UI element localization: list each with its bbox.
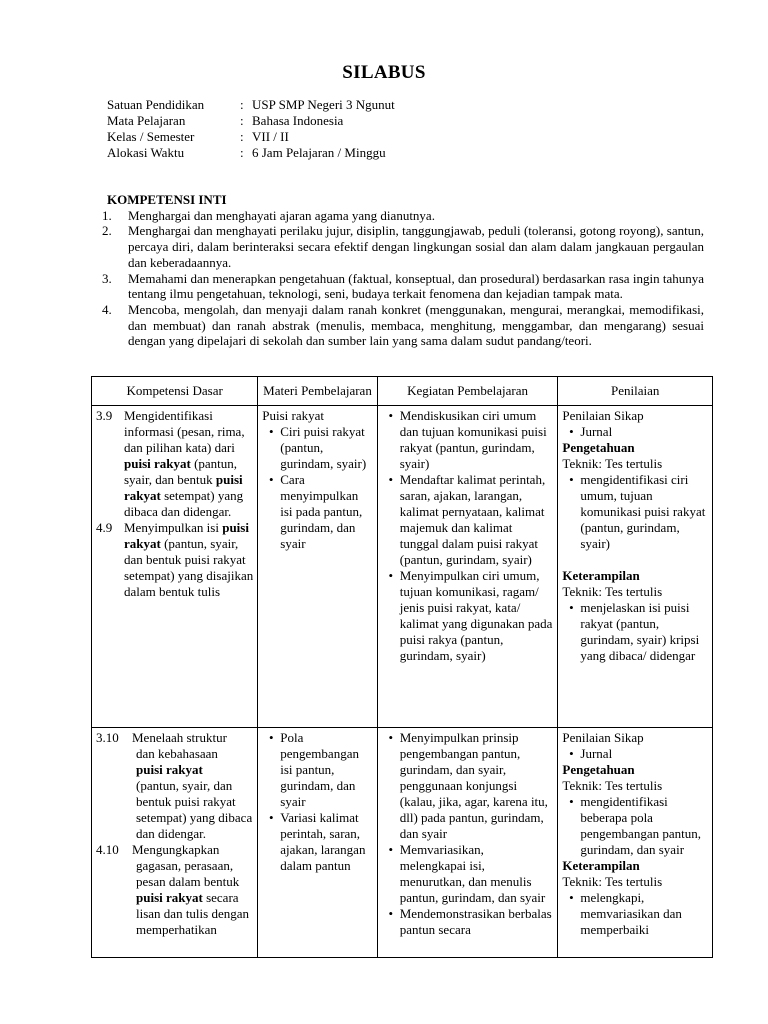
bullet-icon: •	[268, 472, 274, 487]
kd-number: 4.10	[96, 842, 119, 857]
bullet-icon: •	[569, 472, 574, 487]
bullet-icon: •	[569, 890, 574, 905]
kd-bold-term: puisi rakyat	[136, 890, 203, 905]
keterampilan-label	[562, 858, 708, 874]
kd-bold-term: puisi rakyat	[124, 456, 191, 471]
table-header-row	[92, 377, 713, 406]
column-header: Kompetensi Dasar	[92, 377, 258, 406]
pengetahuan-label	[562, 440, 708, 456]
kegiatan-cell	[377, 406, 558, 728]
list-text: Menghargai dan menghayati perilaku jujur, disiplin, tanggungjawab, peduli (toleransi, gotong royong), santun, percaya diri, dalam berinteraksi secara efektif dengan lingkungan sosial dan alam dalam jangkauan pergaulan dan keberadaannya.	[128, 223, 704, 270]
list-number: 4.	[102, 301, 112, 317]
meta-separator: :	[240, 113, 244, 128]
list-item	[562, 472, 708, 552]
list-item	[562, 600, 708, 664]
list-text: Mencoba, mengolah, dan menyaji dalam ranah konkret (menggunakan, mengurai, merangkai, memodifikasi, dan membuat) dan ranah abstrak (menulis, membaca, menghitung, menggambar, dan mengarang) sesuai dengan yang dipelajari di sekolah dan sumber lain yang sama dalam sudut pandang/teori.	[128, 301, 704, 349]
list-item	[92, 302, 704, 349]
kd-bold-term: puisi rakyat	[124, 520, 249, 551]
list-text: Mendemonstrasikan berbalas pantun secara	[399, 906, 552, 937]
metadata-block	[107, 97, 395, 161]
list-text: Menghargai dan menghayati ajaran agama yang dianutnya.	[128, 207, 435, 223]
meta-separator: :	[240, 129, 244, 144]
kd-text-part: (pantun, syair, dan bentuk puisi rakyat setempat) yang disajikan dalam bentuk tulis	[124, 536, 254, 599]
kd-text	[124, 408, 253, 520]
list-item	[382, 472, 554, 568]
kd-text	[96, 858, 253, 938]
kegiatan-cell	[377, 728, 558, 958]
teknik-label: Teknik: Tes tertulis	[562, 874, 663, 889]
list-item	[382, 842, 554, 906]
list-text: mengidentifikasi ciri umum, tujuan komunikasi puisi rakyat (pantun, gurindam, syair)	[580, 472, 706, 551]
list-item	[262, 424, 372, 472]
kd-text: Menelaah struktur	[132, 730, 227, 745]
kd-number: 4.9	[96, 520, 113, 535]
keterampilan-heading: Keterampilan	[562, 568, 640, 583]
bullet-icon: •	[569, 746, 574, 761]
bullet-icon: •	[268, 810, 274, 825]
list-text: Mendiskusikan ciri umum dan tujuan komunikasi puisi rakyat (pantun, gurindam, syair)	[399, 408, 547, 471]
list-item	[92, 271, 704, 302]
list-number: 1.	[102, 207, 112, 223]
meta-row	[107, 97, 395, 113]
list-item	[562, 794, 708, 858]
kompetensi-dasar-cell	[92, 728, 258, 958]
bullet-icon: •	[388, 842, 394, 857]
bullet-icon: •	[388, 730, 394, 745]
spacer	[562, 552, 708, 568]
penilaian-cell	[558, 406, 713, 728]
list-item	[562, 424, 708, 440]
kd-text	[124, 520, 253, 600]
section-heading: KOMPETENSI INTI	[107, 192, 227, 207]
meta-label: Mata Pelajaran	[107, 113, 186, 128]
penilaian-sikap-label: Penilaian Sikap	[562, 730, 644, 745]
kompetensi-inti-section	[92, 192, 704, 349]
list-text: Menyimpulkan ciri umum, tujuan komunikasi, ragam/ jenis puisi rakyat, kata/ kalimat yang digunakan pada puisi rakya (pantun, gurindam, syair)	[399, 568, 553, 663]
list-text: melengkapi, memvariasikan dan memperbaiki	[580, 890, 682, 937]
meta-row	[107, 145, 395, 161]
kd-text: dan kebahasaan	[136, 746, 218, 761]
kd-text	[96, 762, 253, 778]
kd-text-part: gagasan, perasaan, pesan dalam bentuk	[136, 858, 240, 889]
list-item	[382, 730, 554, 842]
list-text: Menyimpulkan prinsip pengembangan pantun, gurindam, dan syair, penggunaan konjungsi (kalau, jika, agar, karena itu, dll) pada pantun, gurindam, dan syair	[399, 730, 548, 841]
bullet-icon: •	[388, 906, 394, 921]
meta-label: Alokasi Waktu	[107, 145, 185, 160]
teknik-label: Teknik: Tes tertulis	[562, 456, 663, 471]
kd-item	[96, 520, 253, 600]
list-item	[382, 568, 554, 664]
penilaian-sikap-label: Penilaian Sikap	[562, 408, 644, 423]
meta-separator: :	[240, 97, 244, 112]
pengetahuan-heading: Pengetahuan	[562, 440, 635, 455]
kd-item	[96, 408, 253, 520]
kd-item	[96, 730, 253, 746]
page-title: SILABUS	[342, 62, 426, 83]
list-item	[382, 906, 554, 938]
list-text: Jurnal	[580, 746, 613, 761]
kd-text: Mengungkapkan	[132, 842, 220, 857]
list-text: Pola pengembangan isi pantun, gurindam, dan syair	[280, 730, 359, 809]
meta-row	[107, 129, 395, 145]
list-item	[262, 730, 372, 810]
kd-text-part: (pantun, syair, dan bentuk	[124, 456, 238, 487]
meta-label: Satuan Pendidikan	[107, 97, 205, 112]
kd-number: 3.9	[96, 408, 113, 423]
list-text: Ciri puisi rakyat (pantun, gurindam, syair)	[280, 424, 367, 471]
bullet-icon: •	[388, 472, 394, 487]
table-row	[92, 406, 713, 728]
bullet-icon: •	[569, 424, 574, 439]
pengetahuan-heading: Pengetahuan	[562, 762, 635, 777]
kd-bold-term: puisi rakyat	[124, 472, 243, 503]
column-header: Penilaian	[558, 377, 713, 406]
bullet-icon: •	[268, 730, 274, 745]
keterampilan-label	[562, 568, 708, 584]
list-text: Variasi kalimat perintah, saran, ajakan, larangan dalam pantun	[280, 810, 366, 873]
bullet-icon: •	[388, 568, 394, 583]
teknik-label: Teknik: Tes tertulis	[562, 778, 663, 793]
list-number: 2.	[102, 223, 112, 239]
kompetensi-dasar-cell	[92, 406, 258, 728]
materi-title: Puisi rakyat	[262, 408, 325, 423]
list-text: Memvariasikan, melengkapai isi, menurutkan, dan menulis pantun, gurindam, dan syair	[399, 842, 546, 905]
list-item	[562, 746, 708, 762]
list-text: Cara menyimpulkan isi pada pantun, gurindam, dan syair	[280, 472, 363, 551]
kd-bold-term: puisi rakyat	[136, 762, 203, 777]
list-item	[92, 208, 704, 224]
meta-separator: :	[240, 145, 244, 160]
kd-text-part: setempat) yang dibaca dan didengar.	[124, 488, 244, 519]
column-header: Materi Pembelajaran	[258, 377, 377, 406]
list-item	[92, 223, 704, 270]
meta-value: 6 Jam Pelajaran / Minggu	[252, 145, 386, 160]
list-text: Memahami dan menerapkan pengetahuan (faktual, konseptual, dan prosedural) berdasarkan rasa ingin tahunya tentang ilmu pengetahuan, teknologi, seni, budaya terkait fenomena dan kejadian tampak mata.	[128, 270, 704, 302]
syllabus-table	[91, 376, 713, 958]
kd-item	[96, 842, 253, 858]
list-text: menjelaskan isi puisi rakyat (pantun, gurindam, syair) kripsi yang dibaca/ didengar	[580, 600, 700, 663]
teknik-label: Teknik: Tes tertulis	[562, 584, 663, 599]
kd-number: 3.10	[96, 730, 119, 745]
bullet-icon: •	[268, 424, 274, 439]
keterampilan-heading: Keterampilan	[562, 858, 640, 873]
list-item	[262, 472, 372, 552]
materi-cell	[258, 728, 377, 958]
list-number: 3.	[102, 270, 112, 286]
meta-value: Bahasa Indonesia	[252, 113, 344, 128]
meta-value: VII / II	[252, 129, 289, 144]
meta-label: Kelas / Semester	[107, 129, 195, 144]
list-item	[562, 890, 708, 938]
list-text: Jurnal	[580, 424, 613, 439]
kd-text-part: Mengidentifikasi informasi (pesan, rima, dan pilihan kata) dari	[124, 408, 245, 455]
materi-cell	[258, 406, 377, 728]
pengetahuan-label	[562, 762, 708, 778]
kd-text-part: Menyimpulkan isi	[124, 520, 223, 535]
list-item	[382, 408, 554, 472]
list-text: Mendaftar kalimat perintah, saran, ajakan, larangan, kalimat pernyataan, kalimat majemuk dan kalimat tunggal dalam puisi rakyat (pantun, gurindam, syair)	[399, 472, 546, 567]
column-header: Kegiatan Pembelajaran	[377, 377, 558, 406]
penilaian-cell	[558, 728, 713, 958]
kd-text: (pantun, syair, dan bentuk puisi rakyat setempat) yang dibaca dan didengar.	[136, 778, 253, 841]
table-row	[92, 728, 713, 958]
bullet-icon: •	[569, 794, 574, 809]
meta-row	[107, 113, 395, 129]
bullet-icon: •	[388, 408, 394, 423]
kd-text-part: secara lisan dan tulis dengan memperhatikan	[136, 890, 250, 937]
bullet-icon: •	[569, 600, 574, 615]
list-item	[262, 810, 372, 874]
list-text: mengidentifikasi beberapa pola pengembangan pantun, gurindam, dan syair	[580, 794, 701, 857]
meta-value: USP SMP Negeri 3 Ngunut	[252, 97, 395, 112]
